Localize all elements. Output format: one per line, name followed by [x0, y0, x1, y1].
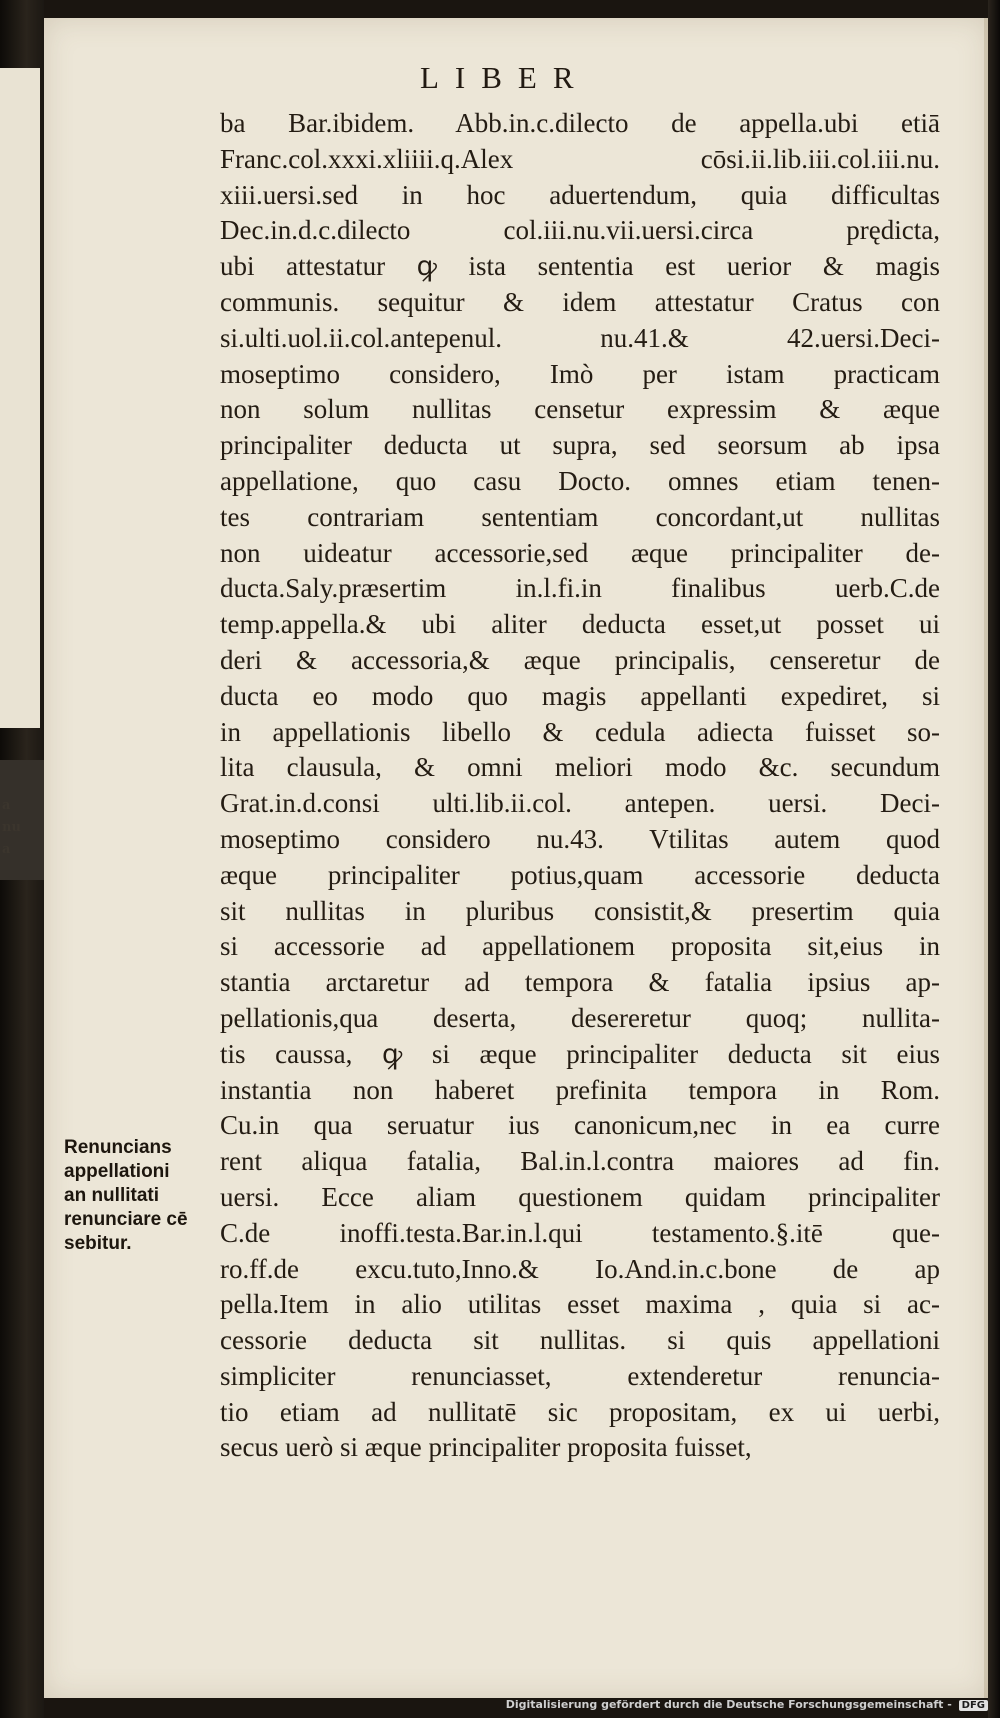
text-line: lita clausula, & omni meliori modo &c. secundum — [220, 752, 940, 783]
digitization-credit — [506, 1698, 988, 1716]
adjacent-page-edge — [0, 68, 40, 728]
text-line: deri & accessoria,& æque principalis, censeretur de — [220, 644, 940, 675]
adjacent-page-strip — [0, 0, 44, 1718]
text-line: Franc.col.xxxi.xliiii.q.Alex cōsi.ii.lib.iii.col.iii.nu. — [220, 143, 940, 174]
marginal-note-line: an nullitati — [64, 1185, 159, 1206]
text-line: xiii.uersi.sed in hoc aduertendum, quia difficultas — [220, 179, 940, 210]
text-line: tes contrariam sententiam concordant,ut nullitas — [220, 501, 940, 532]
page-right-edge — [988, 0, 1000, 1718]
text-line: moseptimo considero, Imò per istam practicam — [220, 358, 940, 389]
running-title: LIBER — [420, 60, 590, 95]
text-line: stantia arctaretur ad tempora & fatalia ipsius ap- — [220, 967, 940, 998]
text-line: tio etiam ad nullitatē sic propositam, ex ui uerbi, — [220, 1396, 940, 1427]
main-text-block — [220, 106, 940, 1466]
credit-text: Digitalisierung gefördert durch die Deutsche Forschungsgemeinschaft - — [505, 1698, 952, 1711]
text-line: rent aliqua fatalia, Bal.in.l.contra maiores ad fin. — [220, 1146, 940, 1177]
marginal-note — [64, 1136, 214, 1256]
text-line: temp.appella.& ubi aliter deducta esset,ut posset ui — [220, 609, 940, 640]
text-line: pellationis,qua deserta, desereretur quoq; nullita- — [220, 1002, 940, 1033]
text-line: instantia non haberet prefinita tempora in Rom. — [220, 1074, 940, 1105]
text-line: Cu.in qua seruatur ius canonicum,nec in ea curre — [220, 1110, 940, 1141]
text-line: ba Bar.ibidem. Abb.in.c.dilecto de appella.ubi etiā — [220, 108, 940, 138]
text-line: secus uerò si æque principaliter proposita fuisset, — [220, 1432, 752, 1463]
marginal-note-line: Renuncians — [64, 1137, 172, 1158]
text-line: ubi attestatur ꝙ ista sententia est uerior & magis — [220, 251, 940, 282]
adjacent-page-bleed-text: a nu a — [2, 798, 21, 857]
dfg-logo: DFG — [959, 1700, 988, 1711]
text-line: pella.Item in alio utilitas esset maxima , quia si ac- — [220, 1289, 940, 1320]
marginal-note-line: sebitur. — [64, 1233, 132, 1254]
text-line: ducta eo modo quo magis appellanti expediret, si — [220, 680, 940, 711]
marginal-note-line: appellationi — [64, 1161, 170, 1182]
text-line: appellatione, quo casu Docto. omnes etiam tenen- — [220, 465, 940, 496]
text-line: ducta.Saly.præsertim in.l.fi.in finalibus uerb.C.de — [220, 573, 940, 604]
text-line: si accessorie ad appellationem proposita sit,eius in — [220, 931, 940, 962]
text-line: sit nullitas in pluribus consistit,& presertim quia — [220, 895, 940, 926]
text-line: Dec.in.d.c.dilecto col.iii.nu.vii.uersi.circa prędicta, — [220, 215, 940, 246]
marginal-note-line: renunciare cē — [64, 1209, 188, 1230]
text-line: non uideatur accessorie,sed æque principaliter de- — [220, 537, 940, 568]
text-line: uersi. Ecce aliam questionem quidam principaliter — [220, 1181, 940, 1212]
text-line: tis caussa, ꝙ si æque principaliter deducta sit eius — [220, 1038, 940, 1069]
text-line: C.de inoffi.testa.Bar.in.l.qui testamento.§.itē que- — [220, 1217, 940, 1248]
text-line: cessorie deducta sit nullitas. si quis appellationi — [220, 1325, 940, 1356]
text-line: non solum nullitas censetur expressim & æque — [220, 394, 940, 425]
text-line: Grat.in.d.consi ulti.lib.ii.col. antepen. uersi. Deci- — [220, 788, 940, 819]
text-line: si.ulti.uol.ii.col.antepenul. nu.41.& 42.uersi.Deci- — [220, 322, 940, 353]
text-line: communis. sequitur & idem attestatur Cratus con — [220, 286, 940, 317]
text-line: æque principaliter potius,quam accessorie deducta — [220, 859, 940, 890]
text-line: ro.ff.de excu.tuto,Inno.& Io.And.in.c.bone de ap — [220, 1253, 940, 1284]
text-line: simpliciter renunciasset, extenderetur renuncia- — [220, 1360, 940, 1391]
text-line: moseptimo considero nu.43. Vtilitas autem quod — [220, 823, 940, 854]
text-line: in appellationis libello & cedula adiecta fuisset so- — [220, 716, 940, 747]
text-line: principaliter deducta ut supra, sed seorsum ab ipsa — [220, 430, 940, 461]
